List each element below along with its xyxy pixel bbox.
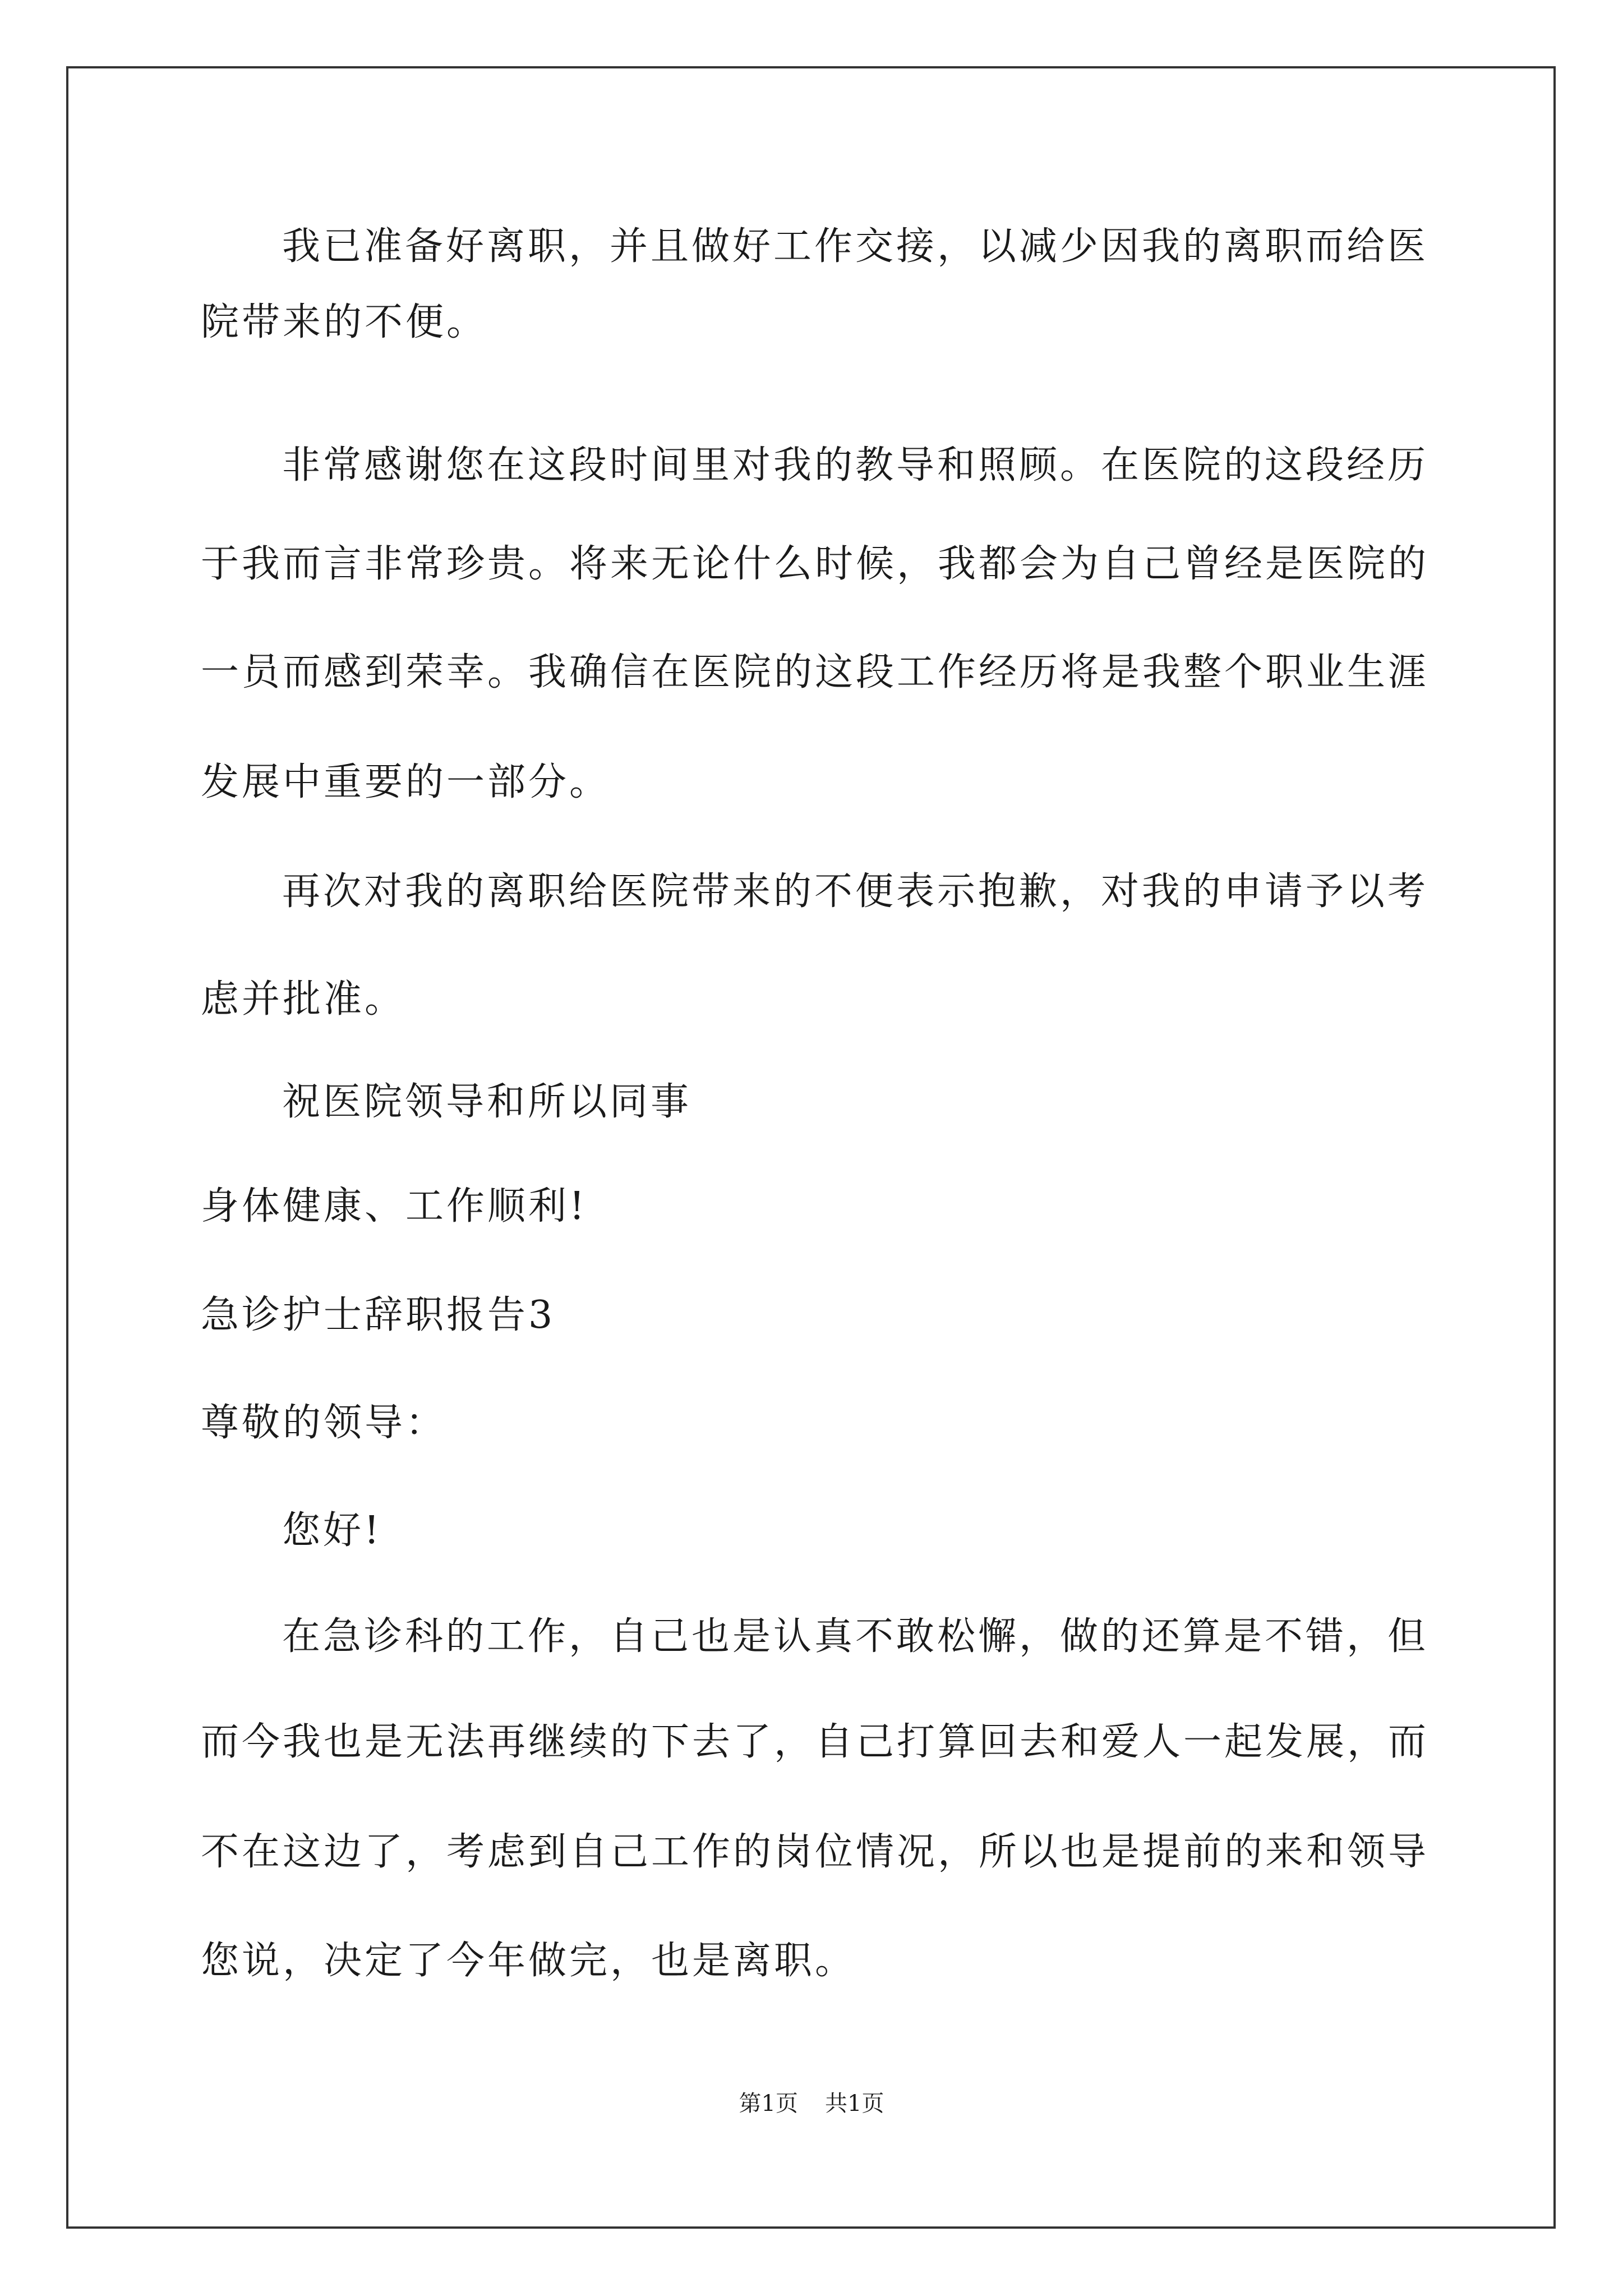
paragraph-line: 在急诊科的工作，自己也是认真不敢松懈，做的还算是不错，但 <box>282 1614 1429 1659</box>
paragraph-line: 再次对我的离职给医院带来的不便表示抱歉，对我的申请予以考 <box>282 869 1429 914</box>
page-border <box>66 66 1556 2229</box>
salutation: 尊敬的领导： <box>201 1401 447 1445</box>
greeting: 您好! <box>282 1508 382 1553</box>
paragraph-line: 您说，决定了今年做完，也是离职。 <box>201 1939 856 1983</box>
page-number: 第1页 <box>739 2091 798 2116</box>
paragraph-line: 于我而言非常珍贵。将来无论什么时候，我都会为自己曾经是医院的 <box>201 542 1430 586</box>
section-title: 急诊护士辞职报告3 <box>201 1293 556 1337</box>
paragraph-line: 我已准备好离职，并且做好工作交接，以减少因我的离职而给医 <box>282 224 1429 269</box>
paragraph-line: 而今我也是无法再继续的下去了，自己打算回去和爱人一起发展，而 <box>201 1720 1430 1764</box>
page-total: 共1页 <box>825 2091 884 2116</box>
paragraph-line: 非常感谢您在这段时间里对我的教导和照顾。在医院的这段经历 <box>282 443 1429 487</box>
paragraph-line: 院带来的不便。 <box>201 300 488 344</box>
page-footer <box>0 2090 1623 2118</box>
paragraph-line: 一员而感到荣幸。我确信在医院的这段工作经历将是我整个职业生涯 <box>201 650 1430 694</box>
paragraph-line: 发展中重要的一部分。 <box>201 760 611 804</box>
paragraph-line: 祝医院领导和所以同事 <box>282 1080 692 1124</box>
paragraph-line: 身体健康、工作顺利! <box>201 1184 588 1228</box>
paragraph-line: 不在这边了，考虑到自己工作的岗位情况，所以也是提前的来和领导 <box>201 1830 1430 1874</box>
paragraph-line: 虑并批准。 <box>201 977 406 1022</box>
